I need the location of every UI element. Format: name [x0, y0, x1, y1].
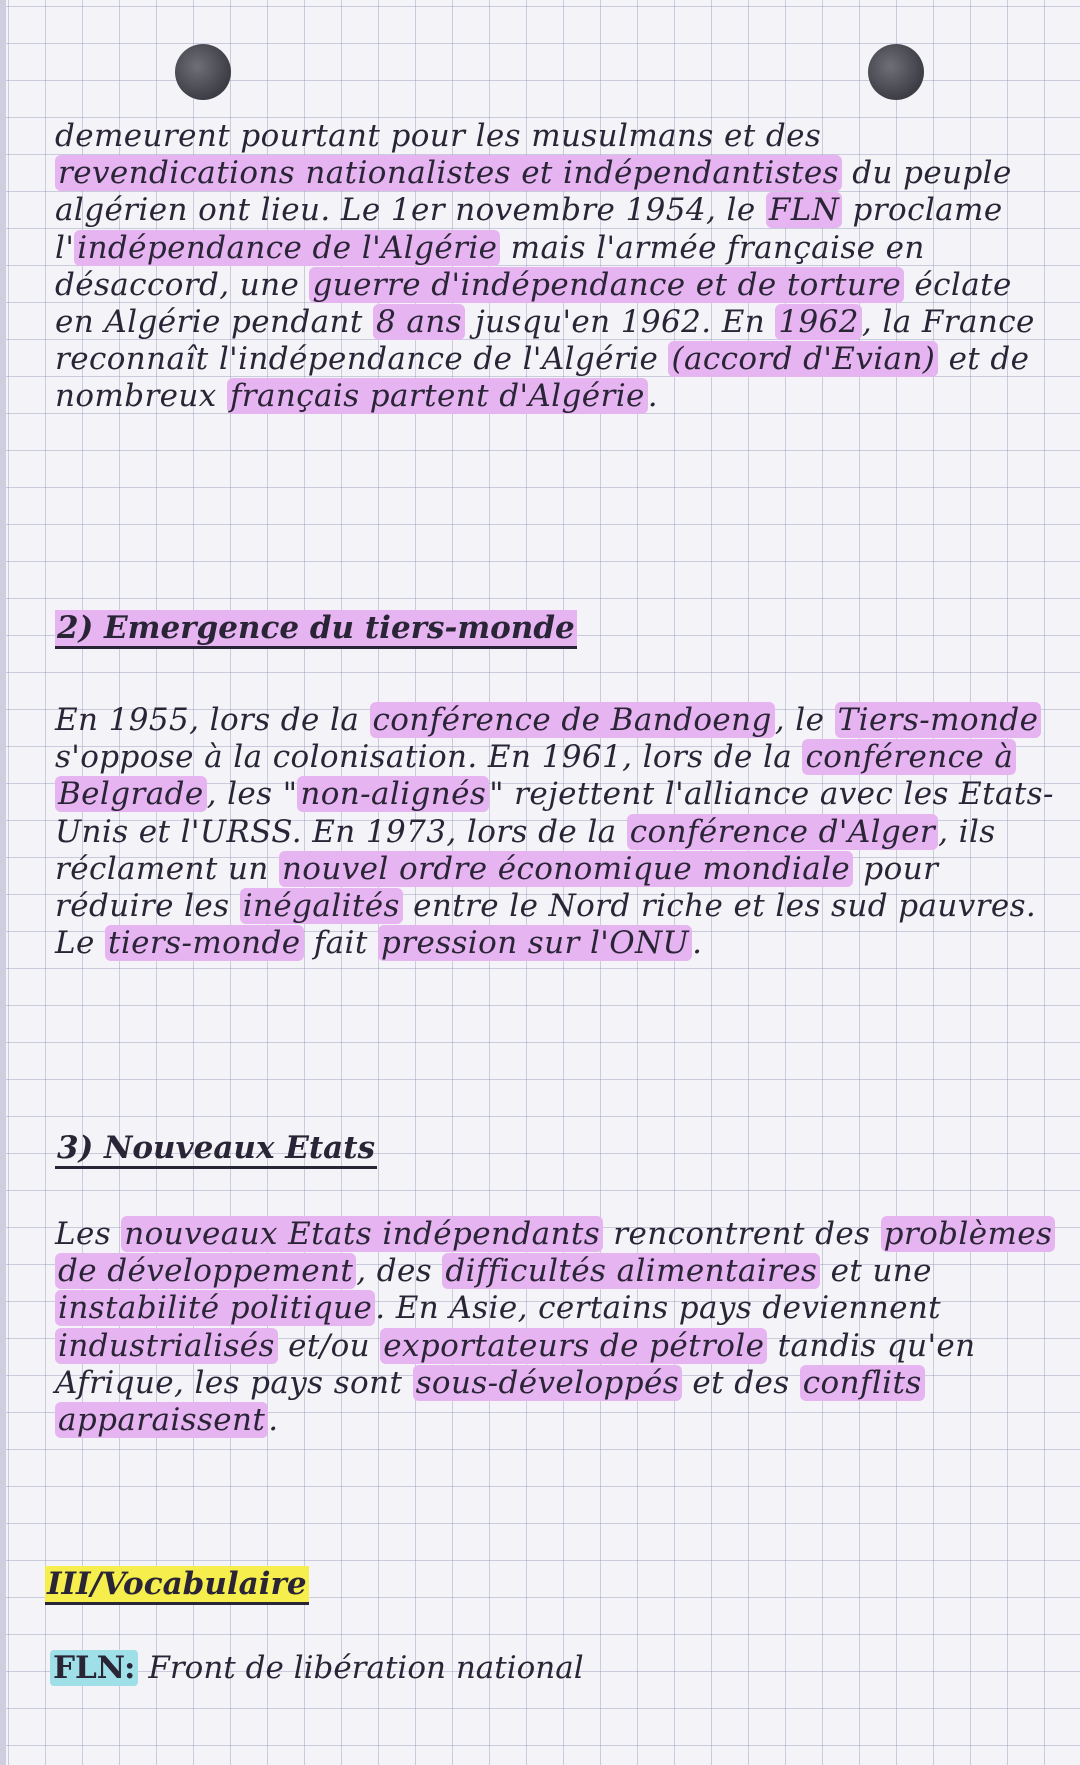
section-heading-text: 2) Emergence du tiers-monde — [55, 610, 577, 649]
text-span: " rejettent l'alliance avec les Etats-Unis et l'URSS. En 1973, lors de la — [55, 776, 1054, 850]
highlight: Tiers-monde — [835, 702, 1042, 738]
vocabulary-entry — [50, 1650, 584, 1687]
highlight: inégalités — [240, 888, 403, 924]
binder-hole-left — [175, 44, 231, 100]
vocabulary-definition: Front de libération national — [138, 1650, 584, 1686]
highlight: pression sur l'ONU — [378, 925, 692, 961]
text-span: . En Asie, certains pays deviennent — [375, 1290, 942, 1327]
text-span: mais l'armée française en désaccord, une — [55, 229, 925, 303]
highlight: sous-développés — [413, 1365, 683, 1401]
highlight: français partent d'Algérie — [227, 378, 648, 414]
highlight: nouveaux Etats indépendants — [121, 1216, 603, 1252]
text-span: , la France reconnaît l'indépendance de l'Algérie — [55, 304, 1035, 378]
text-span: entre le Nord riche et les sud pauvres. Le — [55, 888, 1037, 962]
text-span: éclate en Algérie pendant — [55, 266, 1012, 341]
paragraph-tiers-monde — [55, 702, 1055, 962]
text-span: tandis qu'en Afrique, les pays sont — [55, 1327, 976, 1401]
text-span: et une — [820, 1253, 932, 1290]
highlight: conférence à Belgrade — [55, 739, 1016, 812]
highlight: FLN — [766, 192, 842, 228]
text-span: et de nombreux — [55, 341, 1030, 415]
highlight: 1962 — [775, 304, 862, 340]
text-span: En 1955, lors de la — [55, 702, 370, 738]
highlight: conférence de Bandoeng — [370, 702, 775, 738]
section-heading-text: 3) Nouveaux Etats — [55, 1130, 377, 1169]
highlight: (accord d'Evian) — [668, 341, 938, 377]
text-span: . — [692, 925, 703, 962]
text-span: du peuple algérien ont lieu. Le 1er novembre 1954, le — [55, 155, 1012, 229]
highlight: conflits apparaissent — [55, 1365, 925, 1438]
highlight: instabilité politique — [55, 1290, 375, 1326]
section-heading-tiers-monde — [55, 610, 577, 647]
highlight: 8 ans — [373, 304, 465, 340]
highlight: indépendance de l'Algérie — [74, 230, 500, 266]
text-span: rencontrent des — [603, 1216, 881, 1252]
section-heading-vocabulaire — [45, 1566, 309, 1603]
section-heading-nouveaux-etats — [55, 1130, 377, 1167]
paragraph-nouveaux-etats — [55, 1216, 1055, 1439]
text-span: pour réduire les — [55, 850, 939, 925]
notebook-margin — [0, 0, 6, 1765]
vocabulary-term: FLN: — [50, 1650, 138, 1686]
highlight: non-alignés — [297, 776, 489, 812]
text-span: , ils réclament un — [55, 813, 996, 887]
highlight: conférence d'Alger — [627, 814, 938, 850]
text-span: fait — [303, 925, 378, 962]
text-span: Les — [55, 1216, 122, 1252]
highlight: nouvel ordre économique mondiale — [279, 851, 853, 887]
highlight: revendications nationalistes et indépendantistes — [55, 155, 842, 191]
highlight: tiers-monde — [105, 925, 304, 961]
highlight: guerre d'indépendance et de torture — [309, 267, 904, 303]
text-span: s'oppose à la colonisation. En 1961, lors de la — [55, 739, 803, 776]
text-span: jusqu'en 1962. En — [464, 304, 776, 341]
highlight: exportateurs de pétrole — [380, 1328, 767, 1364]
text-span: , le — [774, 702, 835, 738]
text-span: et/ou — [277, 1327, 381, 1364]
highlight: difficultés alimentaires — [442, 1253, 820, 1289]
text-span: proclame l' — [55, 192, 1003, 266]
paragraph-algerie — [55, 118, 1055, 416]
text-span: . — [268, 1402, 279, 1439]
section-heading-text: III/Vocabulaire — [45, 1566, 309, 1605]
text-span: . — [647, 378, 659, 415]
text-span: demeurent pourtant pour les musulmans et des — [55, 118, 822, 154]
text-span: et des — [682, 1364, 800, 1401]
text-span: , des — [356, 1253, 443, 1290]
text-span: , les " — [206, 776, 298, 813]
highlight: industrialisés — [55, 1328, 278, 1364]
binder-hole-right — [868, 44, 924, 100]
highlight: problèmes de développement — [55, 1216, 1055, 1289]
